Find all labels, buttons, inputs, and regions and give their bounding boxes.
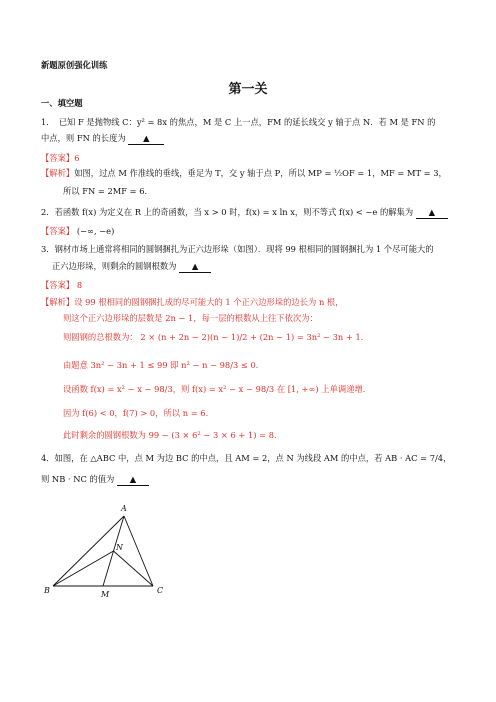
q3-solution-line6: 因为 f(6) < 0，f(7) > 0，所以 n = 6． [63,408,214,418]
q3-solution-line2: 则这个正六边形垛的层数是 2n − 1，每一层的根数从上往下依次为： [63,313,318,323]
q3-answer-blank[interactable]: ▲ [179,261,211,273]
q1-line1: 1． 已知 F 是抛物线 C：y² = 8x 的焦点，M 是 C 上一点，FM 的延长线交 y 轴于点 N．若 M 是 FN 的 [41,117,436,127]
page-title: 第一关 [228,82,268,97]
label-c: C [157,586,164,595]
q1-solution-line1 [41,168,447,179]
q3-solution-label: 【解析】 [41,297,75,307]
q4-answer-blank[interactable]: ▲ [117,474,149,486]
q3-solution-line1 [41,297,344,308]
q3-solution-line3 [63,332,369,343]
q2-line1-text: 2．若函数 f(x) 为定义在 R 上的奇函数，当 x > 0 时，f(x) = x ln x，则不等式 f(x) < −e 的解集为 [41,207,414,217]
q3-solution-line4: 由题意 3n² − 3n + 1 ≤ 99 即 n² − n − 98/3 ≤ 0． [63,360,265,370]
q4-line2 [41,474,149,486]
label-a: A [121,504,127,513]
q1-answer: 【答案】6 [41,153,80,163]
q3-line1: 3．钢材市场上通常将相同的圆钢捆扎为正六边形垛（如图）．现将 99 根相同的圆钢捆扎为 1 个尽可能大的 [41,244,434,254]
q3-solution-line7: 此时剩余的圆钢根数为 99 − (3 × 6² − 3 × 6 + 1) = 8． [63,430,283,440]
q2-answer [41,226,114,237]
q1-line2 [41,133,164,145]
q4-line2-text: 则 NB · NC 的值为 [41,474,115,484]
label-b: B [44,586,50,595]
q3-line2 [52,261,211,273]
q1-answer-blank[interactable]: ▲ [128,133,164,145]
q1-line2-text: 中点，则 FN 的长度为 [41,133,126,143]
triangle-figure [41,500,181,610]
q2-answer-blank[interactable]: ▲ [416,207,448,219]
q2-answer-label: 【答案】 [41,226,75,236]
side-ac [124,516,153,586]
label-m: M [101,590,110,599]
q3-solution-line5: 设函数 f(x) = x² − x − 98/3，则 f(x) = x² − x − 98/3 在 [1, +∞) 上单调递增． [63,384,372,394]
q3-answer: 【答案】 8 [41,280,83,290]
q2-line1 [41,207,448,219]
series-title: 新题原创强化训练 [41,60,108,70]
q3-total-formula: 2 × (n + 2n − 2)(n − 1)/2 + (2n − 1) = 3n² − 3n + 1． [140,332,370,342]
q4-line1: 4．如图，在 △ABC 中，点 M 为边 BC 的中点，且 AM = 2，点 N 为线段 AM 的中点，若 AB · AC = 7/4， [41,453,452,463]
label-n: N [116,543,123,552]
q1-solution-line2: 所以 FN = 2MF = 6． [63,186,153,196]
q2-answer-value: (−∞, −e) [76,226,115,236]
q3-solution-text1: 设 99 根相同的圆钢捆扎成的尽可能大的 1 个正六边形垛的边长为 n 根， [74,297,344,307]
segment-nc [114,551,154,586]
q1-solution-label: 【解析】 [41,168,75,178]
q1-solution-text: 如图，过点 M 作准线的垂线，垂足为 T，交 y 轴于点 P，所以 MP = ½OF = 1，MF = MT = 3， [74,168,447,178]
q3-solution-line3-text: 则圆钢的总根数为： [63,332,138,342]
q3-line2-text: 正六边形垛，则剩余的圆钢根数为 [52,261,177,271]
section-heading: 一、填空题 [41,98,83,108]
